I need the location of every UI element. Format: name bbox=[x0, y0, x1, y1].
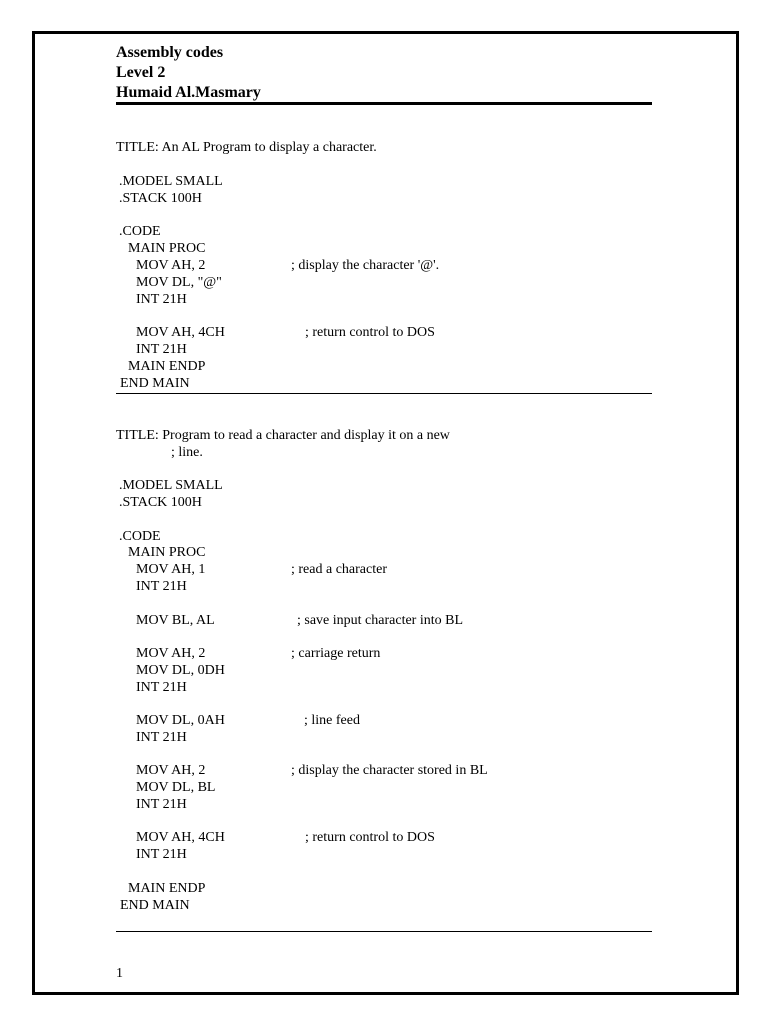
code-comment: ; save input character into BL bbox=[297, 613, 463, 628]
code-line: INT 21H bbox=[136, 342, 187, 357]
code-comment: ; display the character stored in BL bbox=[291, 763, 488, 778]
code-line: END MAIN bbox=[120, 376, 190, 391]
code-line: .MODEL SMALL bbox=[119, 174, 223, 189]
code-line: MOV DL, BL bbox=[136, 780, 216, 795]
program1-title: TITLE: An AL Program to display a character. bbox=[116, 140, 377, 155]
code-line: MAIN PROC bbox=[128, 241, 206, 256]
code-line: INT 21H bbox=[136, 292, 187, 307]
code-line: MOV AH, 4CH bbox=[136, 325, 225, 340]
code-comment: ; line feed bbox=[304, 713, 360, 728]
code-line: .STACK 100H bbox=[119, 191, 202, 206]
code-line: MOV AH, 1 bbox=[136, 562, 206, 577]
code-line: .STACK 100H bbox=[119, 495, 202, 510]
code-line: INT 21H bbox=[136, 797, 187, 812]
code-line: MOV DL, 0AH bbox=[136, 713, 225, 728]
code-line: MOV AH, 2 bbox=[136, 646, 206, 661]
page-number: 1 bbox=[116, 966, 123, 981]
code-line: INT 21H bbox=[136, 579, 187, 594]
program2-title-cont: ; line. bbox=[171, 445, 203, 460]
code-line: END MAIN bbox=[120, 898, 190, 913]
code-line: .CODE bbox=[119, 529, 161, 544]
code-line: INT 21H bbox=[136, 680, 187, 695]
code-comment: ; read a character bbox=[291, 562, 387, 577]
code-comment: ; return control to DOS bbox=[305, 325, 435, 340]
code-comment: ; return control to DOS bbox=[305, 830, 435, 845]
code-line: MAIN PROC bbox=[128, 545, 206, 560]
document-header bbox=[116, 43, 261, 103]
header-title: Assembly codes bbox=[116, 44, 224, 61]
code-line: MOV AH, 2 bbox=[136, 258, 206, 273]
code-line: .CODE bbox=[119, 224, 161, 239]
header-level: Level 2 bbox=[116, 64, 166, 81]
code-line: MOV DL, 0DH bbox=[136, 663, 225, 678]
header-rule bbox=[116, 102, 652, 105]
header-author: Humaid Al.Masmary bbox=[116, 84, 261, 101]
section-divider bbox=[116, 931, 652, 932]
code-line: MOV AH, 2 bbox=[136, 763, 206, 778]
code-line: MOV DL, "@" bbox=[136, 275, 222, 290]
code-line: MOV AH, 4CH bbox=[136, 830, 225, 845]
code-line: INT 21H bbox=[136, 847, 187, 862]
code-line: MAIN ENDP bbox=[128, 359, 206, 374]
program2-title: TITLE: Program to read a character and display it on a new bbox=[116, 428, 450, 443]
code-line: MAIN ENDP bbox=[128, 881, 206, 896]
code-comment: ; carriage return bbox=[291, 646, 381, 661]
code-comment: ; display the character '@'. bbox=[291, 258, 440, 273]
code-line: .MODEL SMALL bbox=[119, 478, 223, 493]
code-line: INT 21H bbox=[136, 730, 187, 745]
section-divider bbox=[116, 393, 652, 394]
code-line: MOV BL, AL bbox=[136, 613, 215, 628]
